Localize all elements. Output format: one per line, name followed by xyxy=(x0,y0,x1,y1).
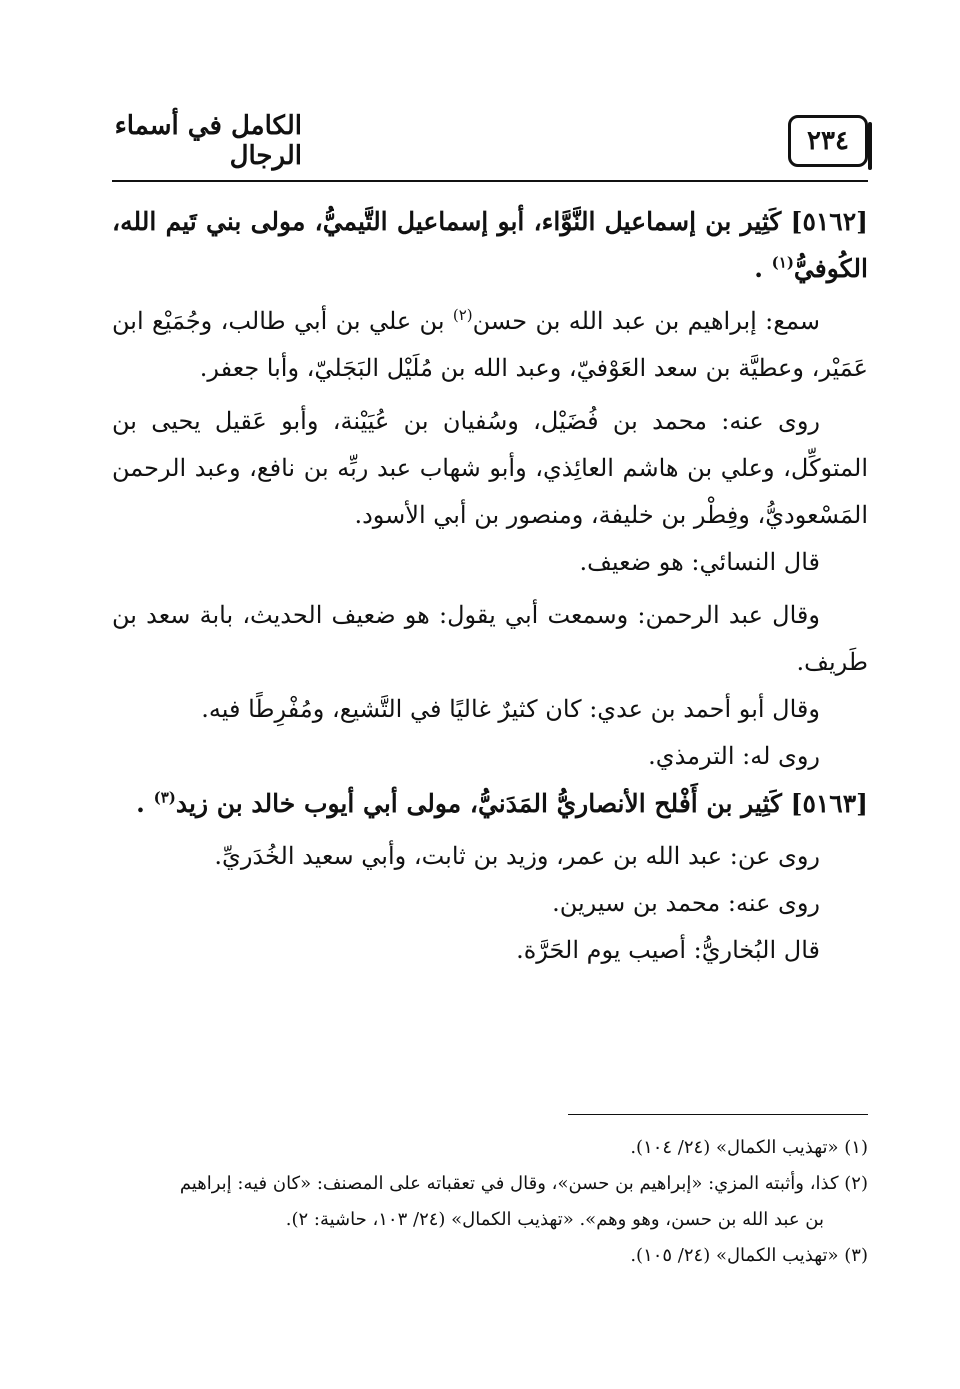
paragraph-tirmidhi: روى له: الترمذي. xyxy=(648,742,820,770)
paragraph-nasai: قال النسائي: هو ضعيف. xyxy=(579,548,820,576)
footnote-2: (٢) كذا، وأثبته المزي: «إبراهيم بن حسن»، وقال في تعقباته على المصنف: «كان فيه: إبراهيم xyxy=(179,1173,868,1194)
paragraph-narrated-by: روى عنه: محمد بن سيرين. xyxy=(552,889,820,917)
entry-heading-5162: [٥١٦٢] كَثِير بن إسماعيل النَّوَّاء، أبو إسماعيل التَّيميُّ، مولى بني تَيم الله، الكُوفيُّ$^{(١)}$ . xyxy=(112,207,868,283)
header-rule xyxy=(112,180,868,182)
footnote-ref[interactable]: (١) xyxy=(771,253,794,272)
entry-heading-5163: [٥١٦٣] كَثِير بن أَفْلح الأنصاريُّ المَدَنيُّ، مولى أبي أيوب خالد بن زيد$^{(٣)}$ . xyxy=(136,788,868,818)
footnote-3: (٣) «تهذيب الكمال» (٢٤/ ١٠٥). xyxy=(630,1245,868,1266)
paragraph-abd-al-rahman: وقال عبد الرحمن: وسمعت أبي يقول: هو ضعيف الحديث، بابة سعد بن طَريف. xyxy=(112,601,868,676)
main-text xyxy=(112,198,868,974)
footnote-2-continued: بن عبد الله بن حسن، وهو وهم». «تهذيب الكمال» (٢٤/ ١٠٣، حاشية: ٢). xyxy=(285,1209,824,1230)
footnote-ref[interactable]: (٣) xyxy=(153,788,176,807)
footnote-ref[interactable]: (٢) xyxy=(452,306,473,324)
page-number: ٢٣٤ xyxy=(788,115,868,167)
footnote-1: (١) «تهذيب الكمال» (٢٤/ ١٠٤). xyxy=(630,1137,868,1158)
paragraph-narrated-by: روى عنه: محمد بن فُضَيْل، وسُفيان بن عُيَيْنة، وأبو عَقيل يحيى بن المتوكِّل، وعلي بن هاشم العائِذي، وأبو شهاب عبد ربِّه بن نافع، وعبد الرحمن المَسْعوديُّ، وفِطْر بن خليفة، ومنصور بن أبي الأسود. xyxy=(112,407,868,529)
footnote-rule xyxy=(568,1114,868,1115)
paragraph-narrated-from: روى عن: عبد الله بن عمر، وزيد بن ثابت، وأبي سعيد الخُدَريِّ. xyxy=(214,842,820,870)
page-header xyxy=(112,112,868,180)
running-title-calligraphy: الكامل في أسماء الرجال xyxy=(114,111,302,171)
paragraph-heard-from: سمع: إبراهيم بن عبد الله بن حسن$^{(٢)}$ بن علي بن أبي طالب، وجُمَيْع ابن عَمَيْر، وعطيَّة بن سعد العَوْفيّ، وعبد الله بن مُلَيْل البَجَليّ، وأبا جعفر. xyxy=(112,306,868,382)
paragraph-bukhari: قال البُخاريُّ: أصيب يوم الحَرَّة. xyxy=(516,936,820,964)
footnotes xyxy=(112,1130,868,1274)
paragraph-ibn-adi: وقال أبو أحمد بن عدي: كان كثيرٌ غاليًا في التَّشيع، ومُفْرِطًا فيه. xyxy=(201,695,820,723)
